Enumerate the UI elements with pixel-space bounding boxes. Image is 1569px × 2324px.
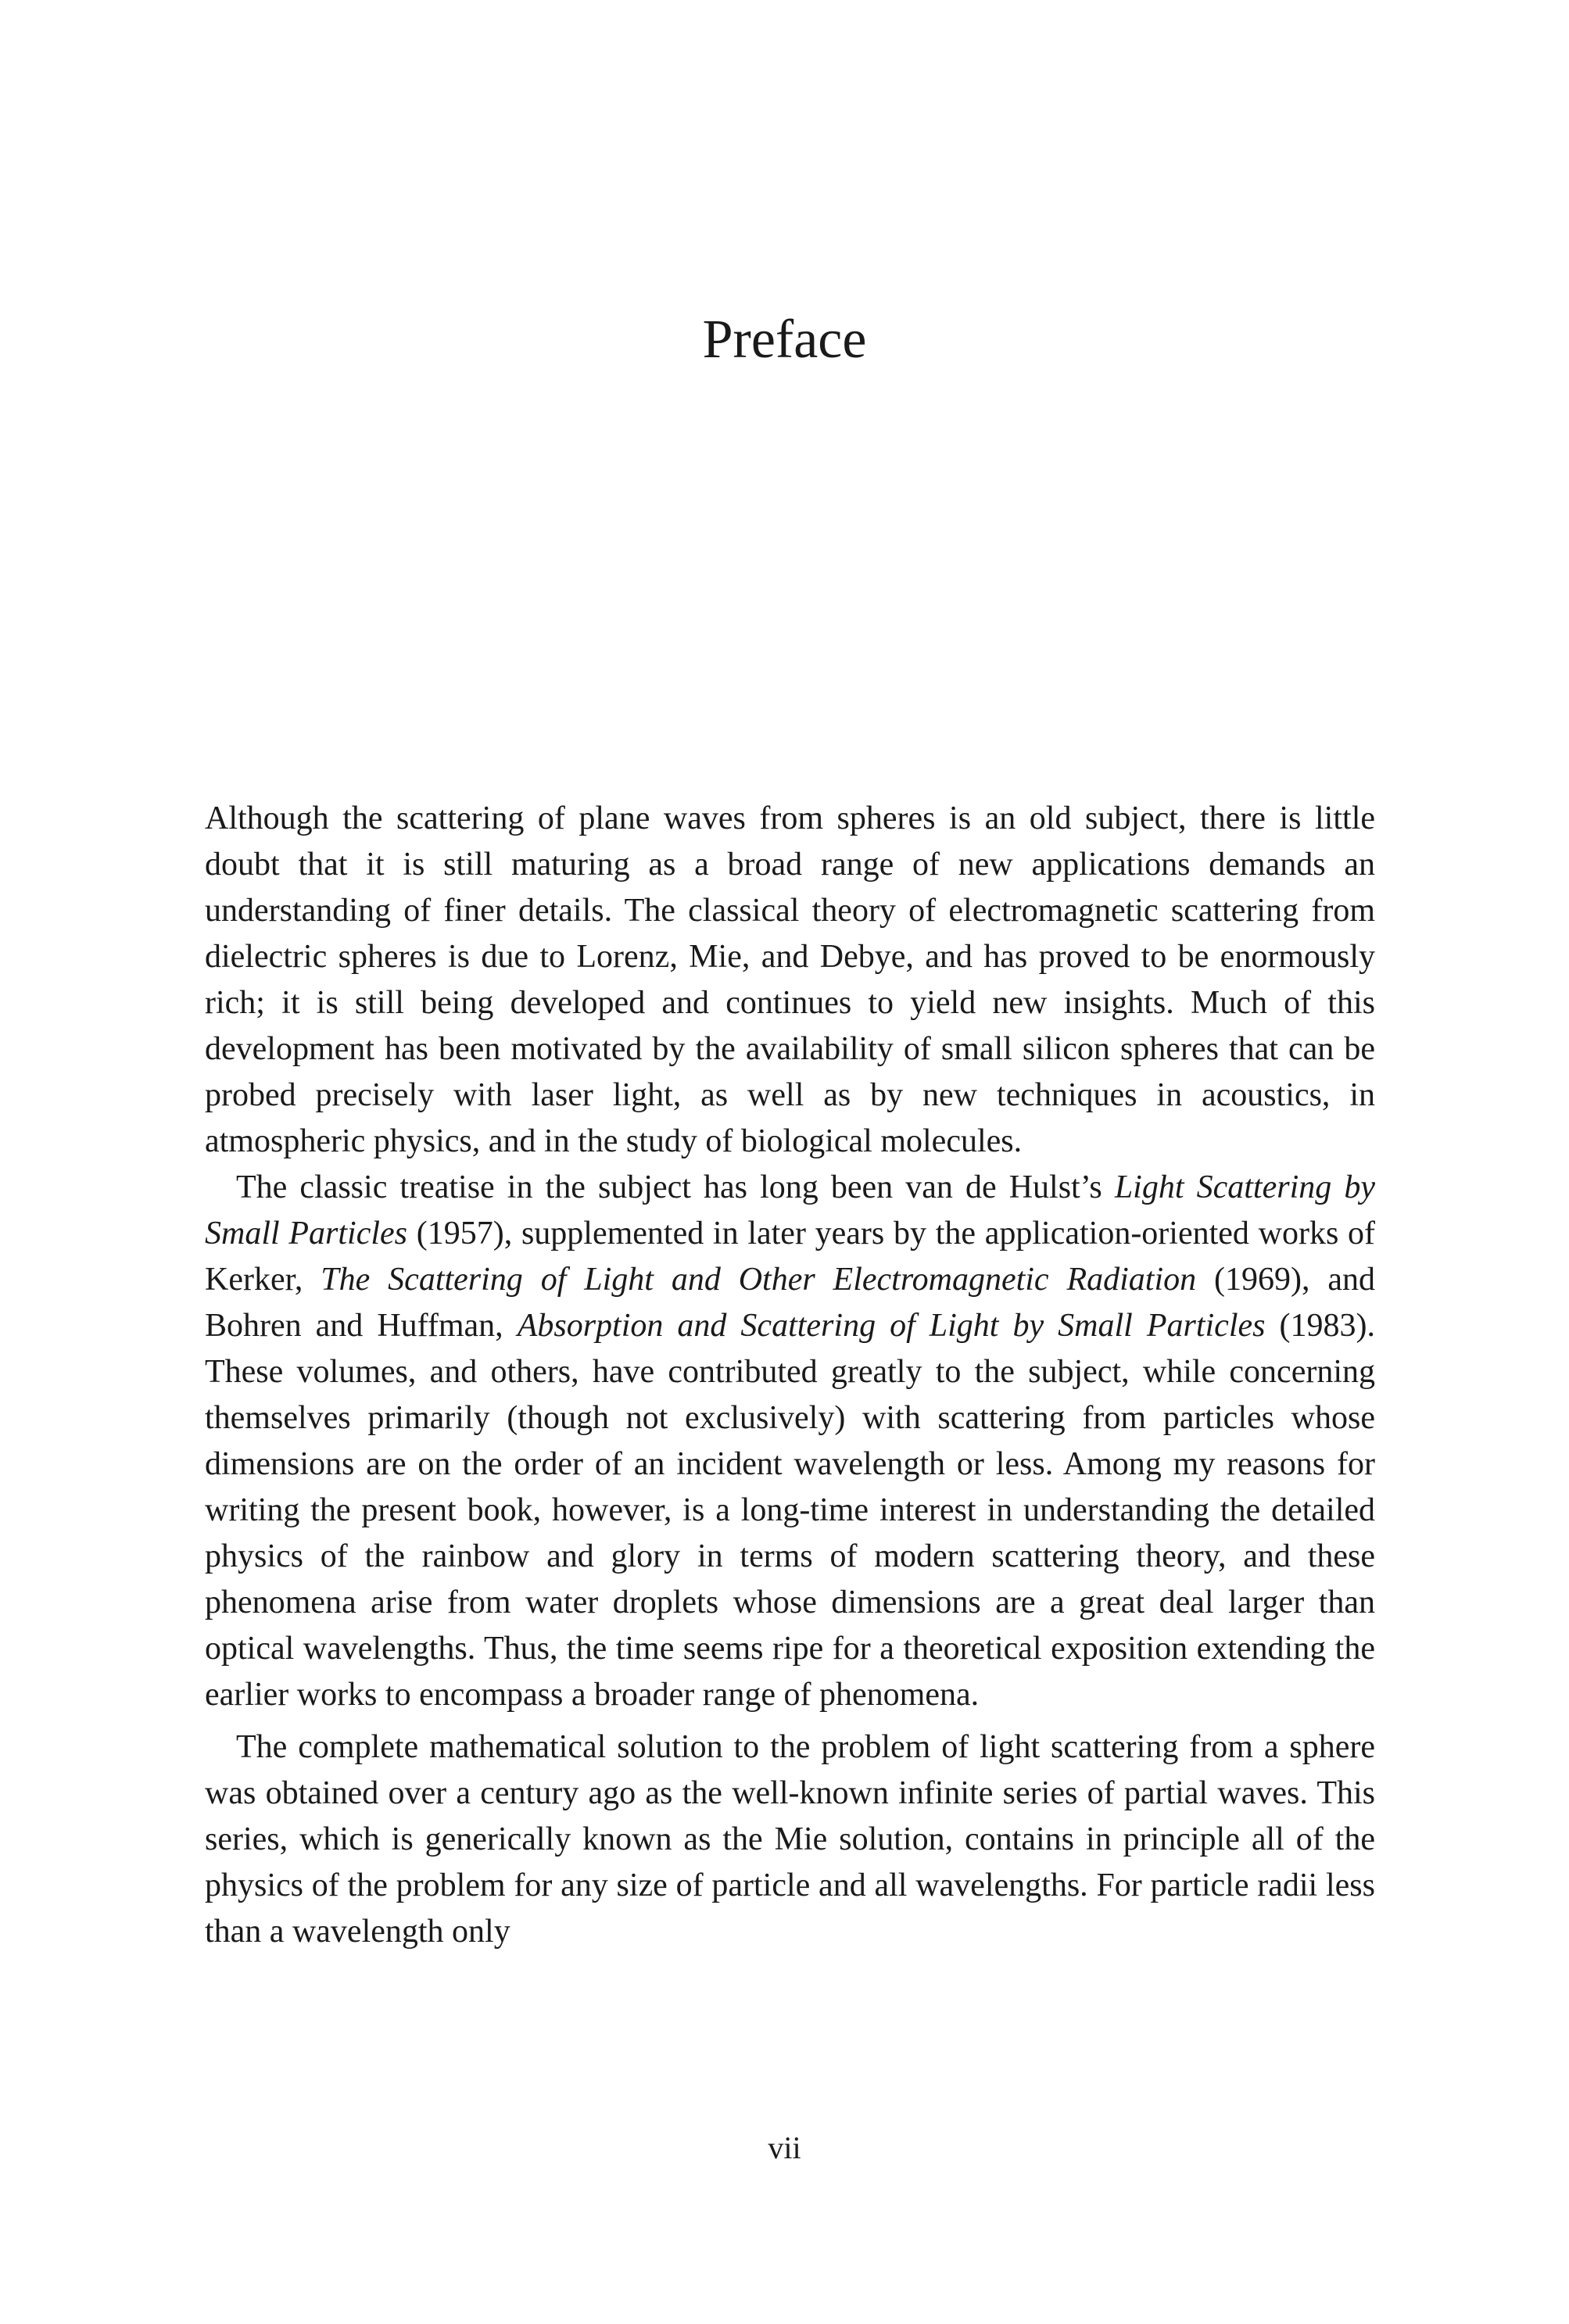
paragraph-1-text: Although the scattering of plane waves from spheres is an old subject, there is little doubt that it is still maturing as a broad range of new applications demands an understanding of finer details. The classical theory of electromagnetic scattering from dielectric spheres is due to Lorenz, Mie, and Debye, and has proved to be enormously rich; it is still being developed and continues to yield new insights. Much of this development has been motivated by the availability of small silicon spheres that can be probed precisely with laser light, as well as by new techniques in acoustics, in atmospheric physics, and in the study of biological molecules. (205, 800, 1375, 1159)
paragraph-2-text: (1983). These volumes, and others, have contributed greatly to the subject, while concerning themselves primarily (though not exclusively) with scattering from particles whose dimensions are on the order of an incident wavelength or less. Among my reasons for writing the present book, however, is a long-time interest in understanding the detailed physics of the rainbow and glory in terms of modern scattering theory, and these phenomena arise from water droplets whose dimensions are a great deal larger than optical wavelengths. Thus, the time seems ripe for a theoretical exposition extending the earlier works to encompass a broader range of phenomena. (205, 1308, 1375, 1713)
paragraph-3-text: The complete mathematical solution to the problem of light scattering from a sphere was obtained over a century ago as the well-known infinite series of partial waves. This series, which is generically known as the Mie solution, contains in principle all of the physics of the problem for any size of particle and all wavelengths. For particle radii less than a wavelength only (205, 1729, 1375, 1950)
paragraph-3 (205, 1724, 1375, 1955)
paragraph-2-text: (1957), supplemented in later years by the application-oriented works of Kerker, (205, 1216, 1375, 1298)
paragraph-2 (205, 1165, 1375, 1718)
preface-body (205, 796, 1375, 1955)
page-title: Preface (702, 310, 867, 370)
paragraph-2-text: The classic treatise in the subject has long been van de Hulst’s (236, 1169, 1115, 1205)
paragraph-2-text: (1969), and Bohren and Huffman, (205, 1262, 1375, 1344)
paragraph-1 (205, 796, 1375, 1165)
book-title-absorption-and-scattering: Absorption and Scattering of Light by Small Particles (517, 1308, 1266, 1344)
book-title-light-scattering: Light Scattering by Small Particles (205, 1169, 1375, 1252)
book-title-scattering-of-light: The Scattering of Light and Other Electromagnetic Radiation (321, 1262, 1197, 1298)
page-number: vii (768, 2130, 801, 2165)
